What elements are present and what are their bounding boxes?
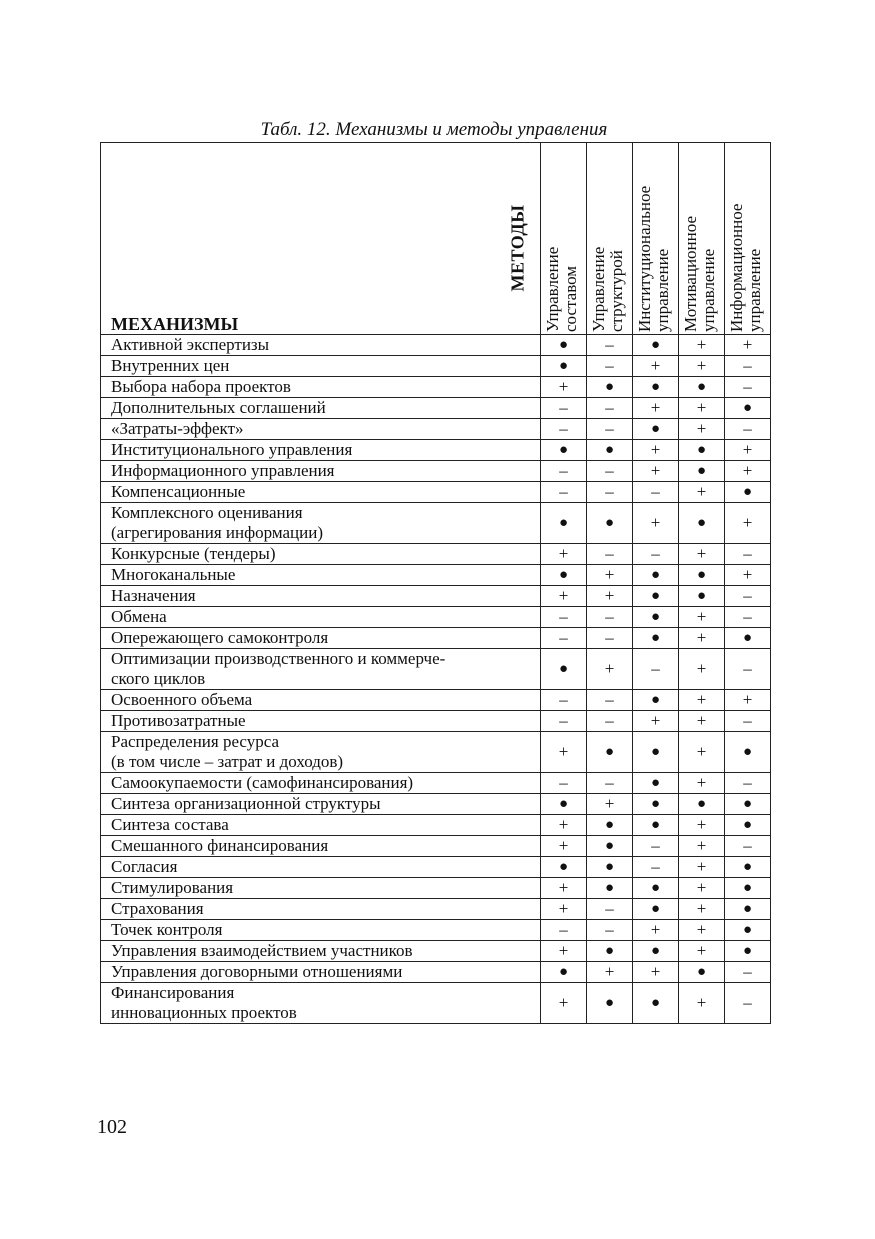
column-header-institutional: Институциональное управление — [633, 143, 679, 335]
method-value-cell: ● — [541, 649, 587, 690]
mechanism-name-line: Оптимизации производственного и коммерче- — [111, 649, 446, 668]
method-value-cell: ● — [633, 732, 679, 773]
method-value-cell: + — [679, 335, 725, 356]
method-value-cell: ● — [725, 732, 771, 773]
method-value-cell: – — [541, 419, 587, 440]
method-value-cell: + — [679, 398, 725, 419]
method-value-cell: ● — [725, 941, 771, 962]
method-value-cell: ● — [725, 857, 771, 878]
table-row — [101, 335, 771, 356]
method-value-cell: + — [679, 920, 725, 941]
method-value-cell: + — [725, 690, 771, 711]
method-value-cell: – — [725, 586, 771, 607]
method-value-cell: + — [541, 815, 587, 836]
method-value-cell: + — [679, 356, 725, 377]
mechanism-name-line: Управления договорными отношениями — [111, 962, 403, 981]
method-value-cell: + — [725, 440, 771, 461]
method-value-cell: – — [541, 398, 587, 419]
mechanism-name-line: ского циклов — [111, 669, 206, 688]
mechanism-name-line: Синтеза состава — [111, 815, 229, 834]
method-value-cell: – — [725, 836, 771, 857]
table-row — [101, 836, 771, 857]
method-value-cell: – — [725, 419, 771, 440]
method-value-cell: + — [541, 586, 587, 607]
mechanism-name-line: (в том числе – затрат и доходов) — [111, 752, 344, 771]
method-value-cell: ● — [541, 503, 587, 544]
method-value-cell: – — [541, 461, 587, 482]
method-value-cell: + — [679, 482, 725, 503]
mechanism-name-cell — [101, 586, 541, 607]
method-value-cell: ● — [679, 962, 725, 983]
method-value-cell: ● — [725, 482, 771, 503]
method-value-cell: ● — [541, 440, 587, 461]
mechanism-name-cell — [101, 335, 541, 356]
method-value-cell: + — [679, 711, 725, 732]
method-value-cell: ● — [541, 794, 587, 815]
method-value-cell: ● — [633, 773, 679, 794]
method-value-cell: ● — [587, 983, 633, 1024]
method-value-cell: – — [587, 711, 633, 732]
method-value-cell: ● — [587, 503, 633, 544]
mechanism-name-cell — [101, 461, 541, 482]
method-value-cell: – — [725, 773, 771, 794]
method-value-cell: + — [541, 544, 587, 565]
method-value-cell: ● — [679, 440, 725, 461]
method-value-cell: + — [587, 794, 633, 815]
method-value-cell: + — [679, 899, 725, 920]
table-row — [101, 899, 771, 920]
table-row — [101, 920, 771, 941]
column-header-motivational: Мотивационное управление — [679, 143, 725, 335]
method-value-cell: – — [725, 607, 771, 628]
mechanism-name-line: (агрегирования информации) — [111, 523, 324, 542]
mechanism-name-cell — [101, 377, 541, 398]
mechanism-name-line: Распределения ресурса — [111, 732, 280, 751]
mechanism-name-line: Многоканальные — [111, 565, 236, 584]
table-row — [101, 690, 771, 711]
method-value-cell: + — [679, 983, 725, 1024]
method-value-cell: ● — [541, 335, 587, 356]
method-value-cell: ● — [725, 628, 771, 649]
method-value-cell: – — [587, 461, 633, 482]
table-row — [101, 503, 771, 544]
method-value-cell: ● — [633, 941, 679, 962]
method-value-cell: + — [541, 899, 587, 920]
table-row — [101, 857, 771, 878]
method-value-cell: ● — [725, 878, 771, 899]
method-value-cell: ● — [679, 377, 725, 398]
mechanism-name-cell — [101, 649, 541, 690]
method-value-cell: ● — [679, 565, 725, 586]
method-value-cell: + — [587, 586, 633, 607]
method-value-cell: ● — [587, 836, 633, 857]
method-value-cell: + — [633, 440, 679, 461]
table-row — [101, 941, 771, 962]
mechanism-name-cell — [101, 794, 541, 815]
mechanism-name-cell — [101, 419, 541, 440]
method-value-cell: – — [541, 628, 587, 649]
method-value-cell: + — [633, 962, 679, 983]
mechanism-name-cell — [101, 356, 541, 377]
table-row — [101, 398, 771, 419]
method-value-cell: ● — [587, 377, 633, 398]
mechanism-name-line: Страхования — [111, 899, 204, 918]
table-row — [101, 586, 771, 607]
method-value-cell: ● — [725, 398, 771, 419]
method-value-cell: + — [725, 565, 771, 586]
mechanisms-label: МЕХАНИЗМЫ — [111, 314, 239, 334]
table-row — [101, 794, 771, 815]
method-value-cell: + — [725, 461, 771, 482]
method-value-cell: ● — [587, 440, 633, 461]
mechanism-name-cell — [101, 962, 541, 983]
method-value-cell: – — [725, 544, 771, 565]
method-value-cell: – — [587, 482, 633, 503]
mechanism-name-cell — [101, 920, 541, 941]
mechanism-name-cell — [101, 711, 541, 732]
method-value-cell: + — [587, 649, 633, 690]
method-value-cell: – — [725, 649, 771, 690]
method-value-cell: ● — [587, 941, 633, 962]
mechanism-name-line: Противозатратные — [111, 711, 246, 730]
method-value-cell: + — [679, 836, 725, 857]
method-value-cell: ● — [633, 878, 679, 899]
method-value-cell: – — [633, 857, 679, 878]
method-value-cell: ● — [541, 857, 587, 878]
table-caption: Табл. 12. Механизмы и методы управления — [260, 119, 608, 140]
mechanism-name-line: Информационного управления — [111, 461, 335, 480]
method-value-cell: ● — [679, 794, 725, 815]
method-value-cell: ● — [633, 419, 679, 440]
mechanism-name-line: Синтеза организационной структуры — [111, 794, 381, 813]
table-row — [101, 440, 771, 461]
method-value-cell: ● — [633, 607, 679, 628]
method-value-cell: + — [679, 649, 725, 690]
mechanism-name-line: Дополнительных соглашений — [111, 398, 326, 417]
mechanism-name-cell — [101, 732, 541, 773]
table-row — [101, 461, 771, 482]
mechanism-name-cell — [101, 941, 541, 962]
method-value-cell: + — [587, 565, 633, 586]
method-value-cell: ● — [725, 794, 771, 815]
mechanism-name-line: Смешанного финансирования — [111, 836, 329, 855]
method-value-cell: – — [541, 690, 587, 711]
mechanism-name-line: Точек контроля — [111, 920, 223, 939]
table-row — [101, 377, 771, 398]
table-row — [101, 815, 771, 836]
mechanism-name-line: Комплексного оценивания — [111, 503, 303, 522]
method-value-cell: – — [587, 628, 633, 649]
method-value-cell: ● — [633, 586, 679, 607]
method-value-cell: + — [679, 878, 725, 899]
table-row — [101, 878, 771, 899]
table-row — [101, 628, 771, 649]
method-value-cell: – — [587, 544, 633, 565]
table-row — [101, 419, 771, 440]
method-value-cell: ● — [587, 878, 633, 899]
table-row — [101, 356, 771, 377]
method-value-cell: ● — [633, 628, 679, 649]
method-value-cell: ● — [587, 732, 633, 773]
method-value-cell: ● — [679, 461, 725, 482]
mechanism-name-cell — [101, 878, 541, 899]
method-value-cell: – — [633, 836, 679, 857]
mechanism-name-line: «Затраты-эффект» — [111, 419, 244, 438]
method-value-cell: – — [541, 607, 587, 628]
method-value-cell: + — [541, 983, 587, 1024]
mechanism-name-cell — [101, 440, 541, 461]
method-value-cell: ● — [587, 857, 633, 878]
method-value-cell: + — [633, 398, 679, 419]
method-value-cell: ● — [633, 690, 679, 711]
method-value-cell: ● — [633, 794, 679, 815]
mechanism-name-line: Согласия — [111, 857, 178, 876]
method-value-cell: – — [587, 356, 633, 377]
method-value-cell: + — [679, 857, 725, 878]
mechanism-name-line: Финансирования — [111, 983, 235, 1002]
method-value-cell: ● — [679, 586, 725, 607]
mechanism-name-line: Компенсационные — [111, 482, 246, 501]
mechanism-name-cell — [101, 565, 541, 586]
mechanism-name-cell — [101, 628, 541, 649]
method-value-cell: – — [633, 544, 679, 565]
mechanism-name-cell — [101, 857, 541, 878]
table-row — [101, 544, 771, 565]
method-value-cell: – — [633, 649, 679, 690]
method-value-cell: + — [679, 419, 725, 440]
table-row — [101, 482, 771, 503]
method-value-cell: – — [587, 419, 633, 440]
mechanisms-methods-table — [100, 142, 771, 1024]
table-row — [101, 649, 771, 690]
table-body — [101, 335, 771, 1024]
table-row — [101, 732, 771, 773]
mechanism-name-line: Выбора набора проектов — [111, 377, 291, 396]
method-value-cell: – — [587, 335, 633, 356]
method-value-cell: + — [541, 732, 587, 773]
table-row — [101, 607, 771, 628]
method-value-cell: ● — [633, 899, 679, 920]
table-header-row — [101, 143, 771, 335]
mechanism-name-cell — [101, 544, 541, 565]
method-value-cell: ● — [725, 815, 771, 836]
method-value-cell: + — [679, 941, 725, 962]
method-value-cell: + — [587, 962, 633, 983]
method-value-cell: – — [725, 962, 771, 983]
mechanism-name-cell — [101, 482, 541, 503]
method-value-cell: ● — [541, 962, 587, 983]
method-value-cell: – — [725, 983, 771, 1024]
method-value-cell: + — [679, 773, 725, 794]
method-value-cell: + — [633, 711, 679, 732]
table-row — [101, 711, 771, 732]
column-header-composition: Управление составом — [541, 143, 587, 335]
method-value-cell: – — [587, 398, 633, 419]
header-corner-cell — [101, 143, 541, 335]
method-value-cell: – — [541, 482, 587, 503]
mechanism-name-cell — [101, 815, 541, 836]
method-value-cell: ● — [541, 356, 587, 377]
method-value-cell: + — [541, 878, 587, 899]
column-header-structure: Управление структурой — [587, 143, 633, 335]
method-value-cell: – — [587, 607, 633, 628]
method-value-cell: – — [725, 711, 771, 732]
methods-label: МЕТОДЫ — [507, 204, 528, 292]
method-value-cell: – — [541, 773, 587, 794]
method-value-cell: + — [679, 607, 725, 628]
method-value-cell: + — [633, 920, 679, 941]
mechanism-name-line: Стимулирования — [111, 878, 234, 897]
method-value-cell: ● — [633, 565, 679, 586]
mechanism-name-cell — [101, 503, 541, 544]
method-value-cell: + — [679, 544, 725, 565]
method-value-cell: – — [587, 690, 633, 711]
mechanism-name-line: инновационных проектов — [111, 1003, 297, 1022]
mechanism-name-cell — [101, 690, 541, 711]
method-value-cell: – — [633, 482, 679, 503]
method-value-cell: ● — [541, 565, 587, 586]
mechanism-name-line: Самоокупаемости (самофинансирования) — [111, 773, 414, 792]
method-value-cell: ● — [633, 377, 679, 398]
method-value-cell: – — [587, 773, 633, 794]
table-row — [101, 983, 771, 1024]
table-row — [101, 565, 771, 586]
method-value-cell: + — [679, 815, 725, 836]
method-value-cell: + — [679, 690, 725, 711]
method-value-cell: + — [725, 503, 771, 544]
method-value-cell: + — [679, 628, 725, 649]
method-value-cell: + — [541, 941, 587, 962]
mechanism-name-cell — [101, 773, 541, 794]
method-value-cell: ● — [725, 920, 771, 941]
method-value-cell: + — [725, 335, 771, 356]
method-value-cell: – — [725, 377, 771, 398]
method-value-cell: ● — [633, 815, 679, 836]
mechanism-name-line: Опережающего самоконтроля — [111, 628, 329, 647]
method-value-cell: + — [633, 356, 679, 377]
mechanism-name-cell — [101, 398, 541, 419]
method-value-cell: + — [633, 503, 679, 544]
mechanism-name-cell — [101, 836, 541, 857]
column-header-informational: Информационное управление — [725, 143, 771, 335]
method-value-cell: – — [587, 899, 633, 920]
mechanism-name-line: Обмена — [111, 607, 167, 626]
method-value-cell: + — [679, 732, 725, 773]
table-row — [101, 962, 771, 983]
method-value-cell: – — [541, 920, 587, 941]
mechanism-name-line: Институционального управления — [111, 440, 353, 459]
method-value-cell: ● — [587, 815, 633, 836]
method-value-cell: + — [541, 377, 587, 398]
method-value-cell: ● — [633, 983, 679, 1024]
mechanism-name-cell — [101, 607, 541, 628]
method-value-cell: – — [587, 920, 633, 941]
mechanism-name-line: Управления взаимодействием участников — [111, 941, 413, 960]
mechanism-name-line: Конкурсные (тендеры) — [111, 544, 276, 563]
mechanism-name-cell — [101, 899, 541, 920]
method-value-cell: + — [633, 461, 679, 482]
mechanism-name-line: Назначения — [111, 586, 196, 605]
method-value-cell: ● — [725, 899, 771, 920]
method-value-cell: – — [541, 711, 587, 732]
method-value-cell: – — [725, 356, 771, 377]
method-value-cell: ● — [679, 503, 725, 544]
mechanism-name-cell — [101, 983, 541, 1024]
method-value-cell: + — [541, 836, 587, 857]
mechanism-name-line: Активной экспертизы — [111, 335, 270, 354]
page-number: 102 — [97, 1116, 127, 1138]
mechanism-name-line: Освоенного объема — [111, 690, 253, 709]
table-row — [101, 773, 771, 794]
method-value-cell: ● — [633, 335, 679, 356]
mechanism-name-line: Внутренних цен — [111, 356, 230, 375]
